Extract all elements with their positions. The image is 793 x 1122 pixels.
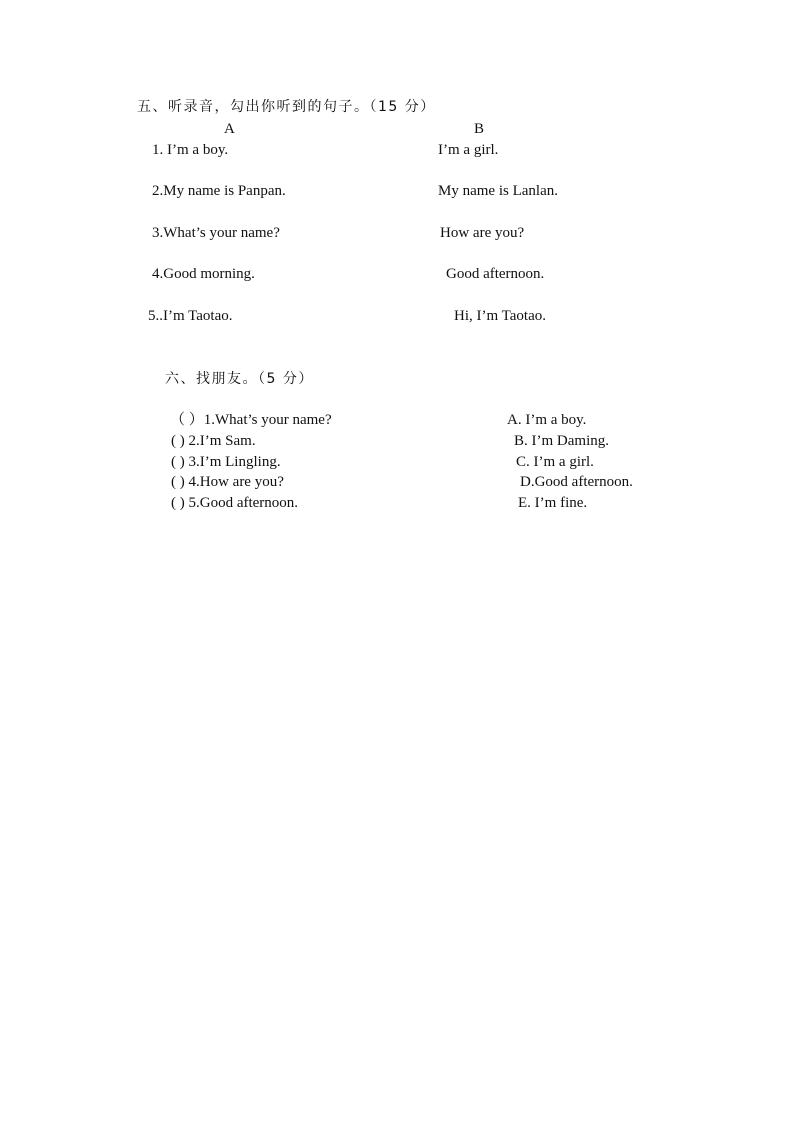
section5-title: 五、听录音，勾出你听到的句子。（15 分） [137,99,436,115]
match-question-5[interactable]: ( ) 5.Good afternoon. [171,495,299,511]
match-question-4[interactable]: ( ) 4.How are you? [171,474,284,490]
option-a-1[interactable]: 1. I’m a boy. [152,142,229,158]
section6-title: 六、找朋友。（5 分） [165,371,314,387]
option-b-1[interactable]: I’m a girl. [438,142,499,158]
option-a-5[interactable]: 5..I’m Taotao. [148,308,233,324]
column-b-header: B [474,121,485,137]
option-a-4[interactable]: 4.Good morning. [152,266,255,282]
option-b-2[interactable]: My name is Lanlan. [438,183,558,199]
option-a-2[interactable]: 2.My name is Panpan. [152,183,286,199]
option-b-3[interactable]: How are you? [440,225,525,241]
match-question-3[interactable]: ( ) 3.I’m Lingling. [171,454,281,470]
match-question-2[interactable]: ( ) 2.I’m Sam. [171,433,256,449]
match-answer-c: C. I’m a girl. [516,454,594,470]
match-answer-b: B. I’m Daming. [514,433,609,449]
match-answer-e: E. I’m fine. [518,495,588,511]
option-b-4[interactable]: Good afternoon. [446,266,545,282]
option-b-5[interactable]: Hi, I’m Taotao. [454,308,546,324]
match-answer-a: A. I’m a boy. [507,412,587,428]
option-a-3[interactable]: 3.What’s your name? [152,225,280,241]
match-question-1[interactable]: （ ）1.What’s your name? [170,412,332,428]
column-a-header: A [224,121,235,137]
match-answer-d: D.Good afternoon. [520,474,633,490]
